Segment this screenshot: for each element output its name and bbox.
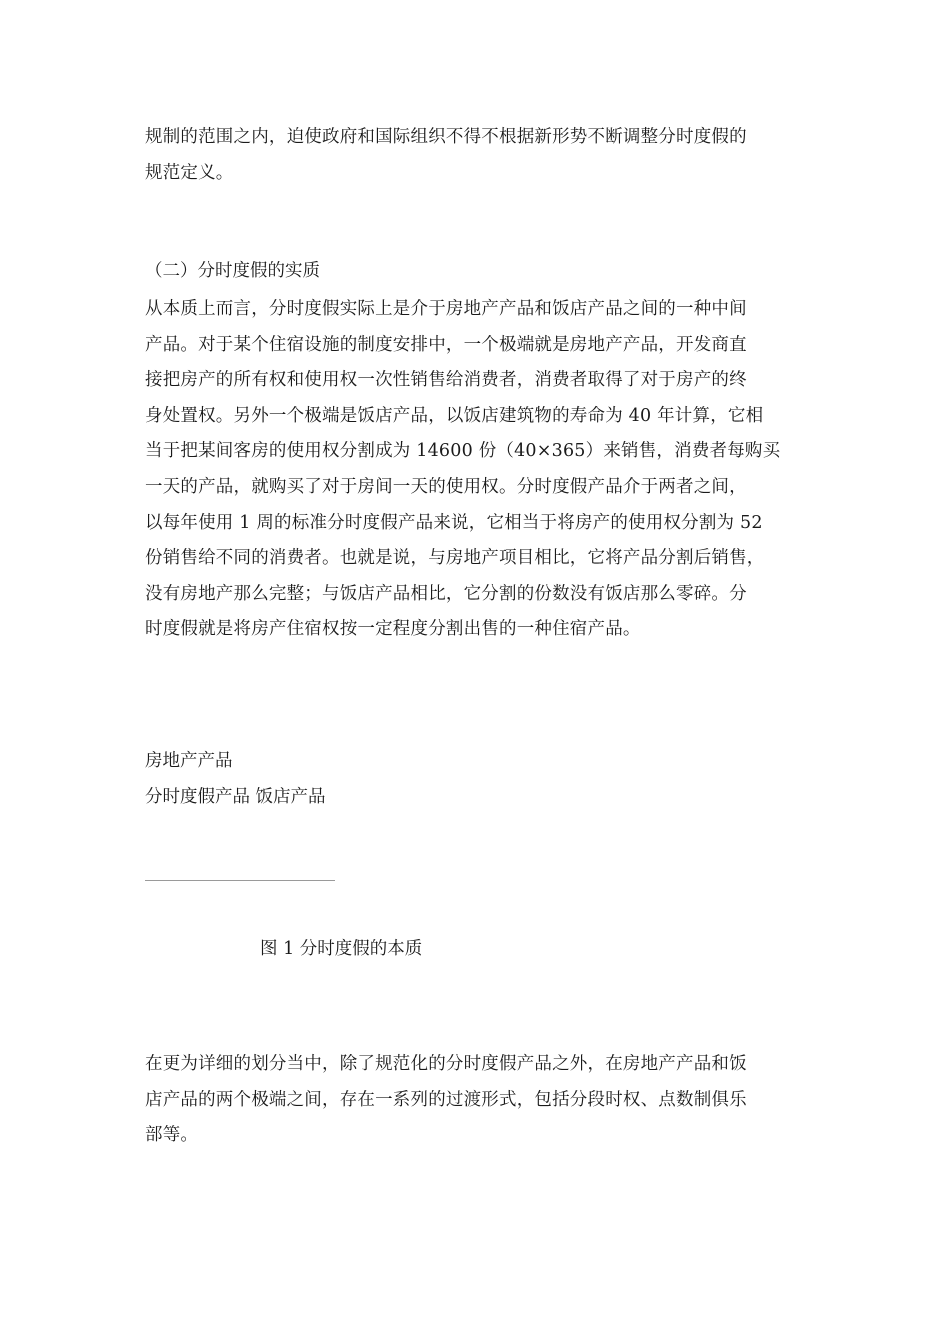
footnote-divider (145, 880, 335, 881)
paragraph-line: 部等。 (145, 1125, 199, 1146)
diagram-label-timeshare-hotel: 分时度假产品 饭店产品 (145, 787, 326, 807)
section-heading: （二）分时度假的实质 (145, 261, 320, 281)
paragraph-line: 产品。对于某个住宿设施的制度安排中，一个极端就是房地产产品，开发商直 (145, 334, 747, 355)
figure-caption: 图 1 分时度假的本质 (260, 939, 423, 959)
paragraph-line: 以每年使用 1 周的标准分时度假产品来说，它相当于将房产的使用权分割为 52 (145, 512, 763, 533)
paragraph-line: 当于把某间客房的使用权分割成为 14600 份（40×365）来销售，消费者每购买 (145, 441, 781, 462)
paragraph-line: 身处置权。另外一个极端是饭店产品，以饭店建筑物的寿命为 40 年计算，它相 (145, 405, 764, 426)
paragraph-line: 在更为详细的划分当中，除了规范化的分时度假产品之外，在房地产产品和饭 (145, 1054, 747, 1074)
paragraph-line: 没有房地产那么完整；与饭店产品相比，它分割的份数没有饭店那么零碎。分 (145, 583, 747, 604)
paragraph-line: 时度假就是将房产住宿权按一定程度分割出售的一种住宿产品。 (145, 619, 641, 640)
paragraph-line: 从本质上而言，分时度假实际上是介于房地产产品和饭店产品之间的一种中间 (145, 299, 747, 319)
paragraph-line: 规制的范围之内，迫使政府和国际组织不得不根据新形势不断调整分时度假的 (145, 127, 747, 147)
paragraph-line: 份销售给不同的消费者。也就是说，与房地产项目相比，它将产品分割后销售， (145, 548, 765, 569)
paragraph-line: 接把房产的所有权和使用权一次性销售给消费者，消费者取得了对于房产的终 (145, 370, 747, 391)
paragraph-line: 一天的产品，就购买了对于房间一天的使用权。分时度假产品介于两者之间， (145, 476, 747, 497)
paragraph-transition-forms (145, 1047, 810, 1154)
paragraph-regulation (145, 120, 810, 191)
paragraph-line: 店产品的两个极端之间，存在一系列的过渡形式，包括分段时权、点数制俱乐 (145, 1089, 747, 1110)
paragraph-essence (145, 292, 810, 648)
paragraph-line: 规范定义。 (145, 162, 234, 183)
diagram-label-real-estate: 房地产产品 (145, 751, 233, 771)
